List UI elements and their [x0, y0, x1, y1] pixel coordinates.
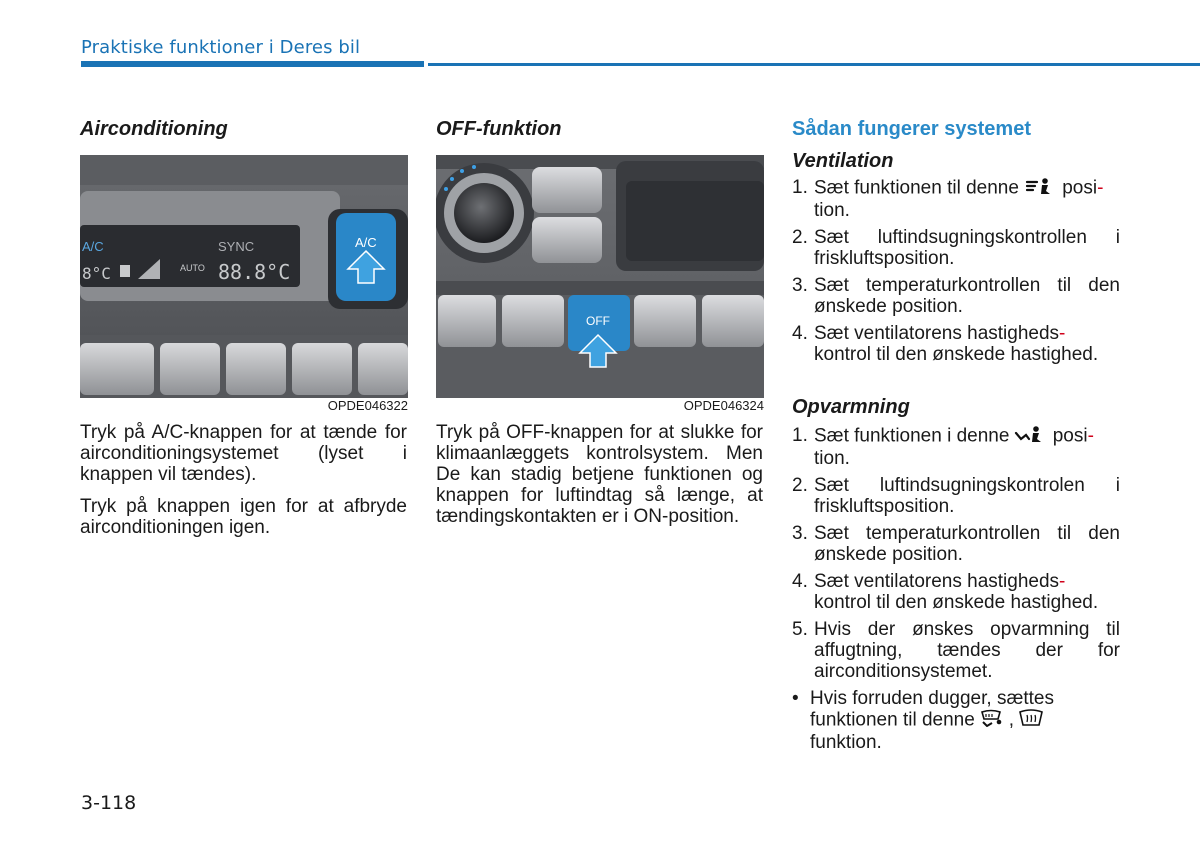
step-text: Sæt temperaturkontrollen til den ønskede position.: [814, 275, 1120, 317]
step-number: 3.: [792, 275, 808, 296]
step-text: posi: [1052, 425, 1088, 447]
list-item: [792, 323, 1120, 365]
header-rule-thick: [81, 61, 424, 67]
lower-button-row: [80, 343, 408, 395]
off-panel-figure: [436, 155, 764, 398]
step-number: 1.: [792, 177, 808, 198]
temperature-knob[interactable]: [454, 183, 514, 243]
ac-display-label: A/C: [82, 239, 104, 254]
step-number: 4.: [792, 323, 808, 344]
step-text: Sæt ventilatorens hastigheds: [814, 323, 1060, 344]
list-item: [792, 275, 1120, 317]
step-text: Sæt funktionen i denne: [814, 425, 1010, 447]
step-number: 2.: [792, 475, 808, 496]
step-text: kontrol til den ønskede hastighed.: [814, 344, 1099, 365]
step-text: Sæt temperaturkontrollen til den ønskede position.: [814, 523, 1120, 565]
hyphen-mark: -: [1097, 177, 1104, 199]
airconditioning-text: [80, 422, 407, 549]
paragraph: Tryk på A/C-knappen for at tænde for airconditioningsystemet (lyset i knappen vil tændes).: [80, 422, 407, 485]
heating-steps: [792, 425, 1120, 759]
step-text: ,: [1008, 709, 1015, 731]
step-text: funktion.: [810, 732, 882, 753]
step-text: tion.: [814, 200, 850, 221]
step-text: Sæt funktionen til denne: [814, 177, 1019, 199]
list-item: [792, 619, 1120, 682]
paragraph: Tryk på knappen igen for at afbryde airconditioningen igen.: [80, 496, 407, 538]
figure-code-1: OPDE046322: [327, 398, 408, 413]
off-function-text: [436, 422, 763, 538]
figure-code-2: OPDE046324: [683, 398, 764, 413]
temp-left-readout: 8°C: [82, 264, 111, 283]
step-text: Sæt ventilatorens hastigheds: [814, 571, 1060, 592]
defrost-icon: [1018, 709, 1044, 732]
list-item: [792, 425, 1120, 469]
ac-panel-figure: [80, 155, 408, 398]
step-number: 2.: [792, 227, 808, 248]
step-number: 3.: [792, 523, 808, 544]
floor-defrost-mode-icon: [979, 709, 1005, 732]
auto-display-label: AUTO: [180, 263, 205, 273]
sync-display-label: SYNC: [218, 239, 255, 254]
paragraph: Tryk på OFF-knappen for at slukke for klimaanlæggets kontrolsystem. Men De kan stadig betjene funktionen og knappen for luftindtag så længe, at tændingskontakten er i ON-position.: [436, 422, 763, 527]
step-text: kontrol til den ønskede hastighed.: [814, 592, 1099, 613]
bullet: •: [792, 688, 799, 709]
ac-button-label: A/C: [355, 235, 377, 250]
floor-vent-mode-icon: [1013, 425, 1043, 448]
step-text: Sæt luftindsugningskontrolen i friskluftsposition.: [814, 475, 1120, 517]
list-item: [792, 688, 1120, 753]
list-item: [792, 177, 1120, 221]
airconditioning-heading: Airconditioning: [80, 118, 228, 140]
page-number: 3-118: [81, 792, 137, 814]
ventilation-heading: Ventilation: [792, 150, 894, 172]
hyphen-mark: -: [1059, 571, 1066, 592]
list-item: [792, 523, 1120, 565]
upper-right-button[interactable]: [532, 167, 602, 213]
list-item: [792, 475, 1120, 517]
list-item: [792, 571, 1120, 613]
step-text: tion.: [814, 448, 850, 469]
step-text: Sæt luftindsugningskontrollen i friskluftsposition.: [814, 227, 1120, 269]
ventilation-steps: [792, 177, 1120, 371]
header-rule-thin: [428, 63, 1200, 66]
step-number: 1.: [792, 425, 808, 446]
face-vent-mode-icon: [1023, 177, 1053, 200]
temp-right-readout: 88.8°C: [218, 260, 291, 284]
list-item: [792, 227, 1120, 269]
step-text: Hvis forruden dugger, sættes funktionen til denne: [810, 688, 1054, 731]
off-function-heading: OFF-funktion: [436, 118, 562, 140]
heating-heading: Opvarmning: [792, 396, 910, 418]
step-number: 5.: [792, 619, 808, 640]
chapter-title: Praktiske funktioner i Deres bil: [81, 37, 361, 58]
step-text: Hvis der ønskes opvarmning til affugtning, tændes der for airconditionsystemet.: [814, 619, 1120, 682]
step-text: posi: [1062, 177, 1098, 199]
hyphen-mark: -: [1059, 323, 1066, 344]
hyphen-mark: -: [1087, 425, 1094, 447]
off-button-label: OFF: [586, 314, 610, 328]
section-title: Sådan fungerer systemet: [792, 118, 1031, 140]
step-number: 4.: [792, 571, 808, 592]
